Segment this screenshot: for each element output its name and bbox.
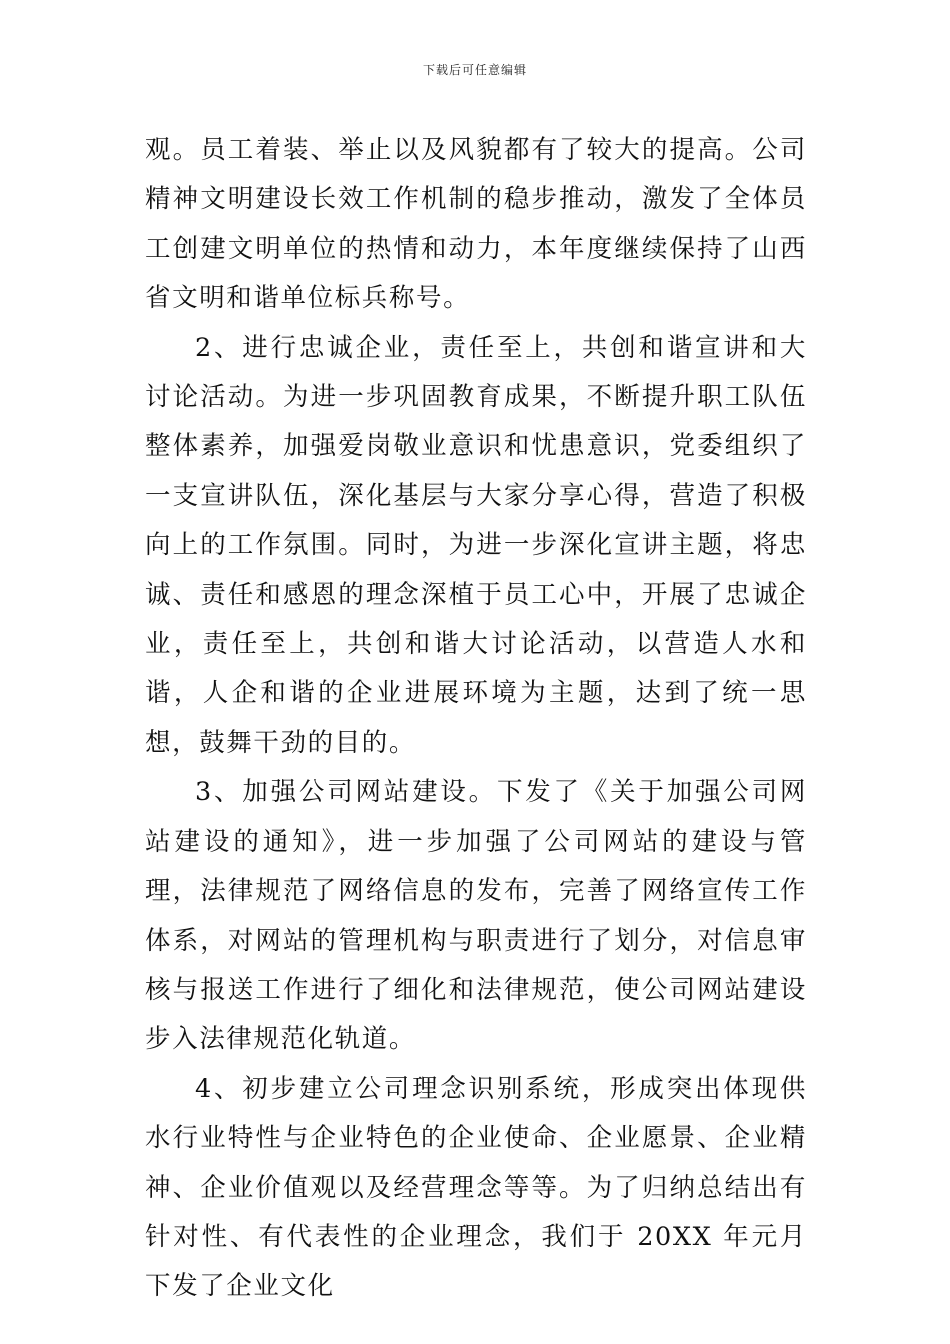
page-header: 下载后可任意编辑 xyxy=(422,63,527,77)
paragraph-item-2: 2、进行忠诚企业，责任至上，共创和谐宣讲和大讨论活动。为进一步巩固教育成果，不断提升职工队伍整体素养，加强爱岗敬业意识和忧患意识，党委组织了一支宣讲队伍，深化基层与大家分享心得，营造了积极向上的工作氛围。同时，为进一步深化宣讲主题，将忠诚、责任和感恩的理念深植于员工心中，开展了忠诚企业，责任至上，共创和谐大讨论活动，以营造人水和谐，人企和谐的企业进展环境为主题，达到了统一思想，鼓舞干劲的目的。 xyxy=(145,332,807,758)
paragraph-continuation: 观。员工着装、举止以及风貌都有了较大的提高。公司精神文明建设长效工作机制的稳步推动，激发了全体员工创建文明单位的热情和动力，本年度继续保持了山西省文明和谐单位标兵称号。 xyxy=(145,135,807,314)
document-body xyxy=(145,126,807,1312)
paragraph-item-4: 4、初步建立公司理念识别系统，形成突出体现供水行业特性与企业特色的企业使命、企业愿景、企业精神、企业价值观以及经营理念等等。为了归纳总结出有针对性、有代表性的企业理念，我们于 20XX 年元月下发了企业文化 xyxy=(145,1073,807,1302)
paragraph-item-3: 3、加强公司网站建设。下发了《关于加强公司网站建设的通知》，进一步加强了公司网站的建设与管理，法律规范了网络信息的发布，完善了网络宣传工作体系，对网站的管理机构与职责进行了划分，对信息审核与报送工作进行了细化和法律规范，使公司网站建设步入法律规范化轨道。 xyxy=(145,777,807,1055)
